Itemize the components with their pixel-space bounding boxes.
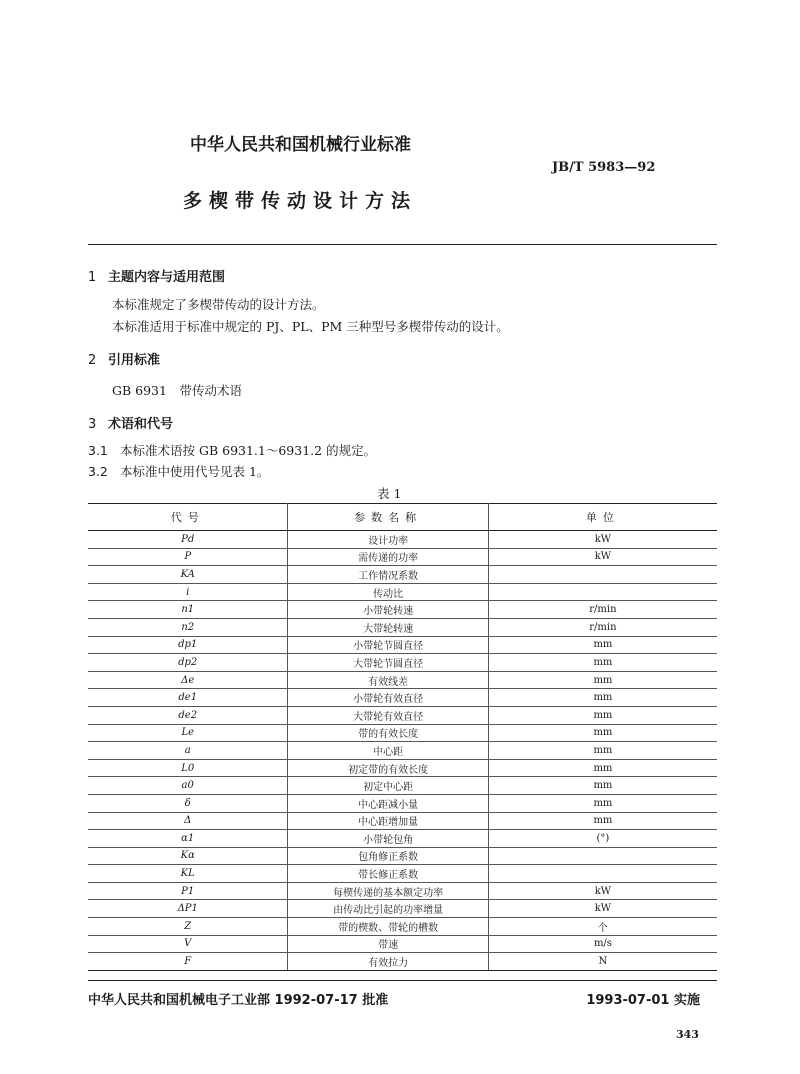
section-1-heading <box>88 266 225 285</box>
parameter-name-cell: 大带轮转速 <box>288 618 488 636</box>
clause-text: 本标准中使用代号见表 1。 <box>120 464 270 479</box>
parameter-name-cell: 大带轮节圆直径 <box>288 654 488 672</box>
table-row <box>88 618 717 636</box>
unit-cell: kW <box>488 548 717 566</box>
table-header-row <box>88 504 717 531</box>
symbol-cell: n1 <box>88 601 288 619</box>
symbol-cell: Δe <box>88 671 288 689</box>
table-row <box>88 636 717 654</box>
unit-cell: mm <box>488 689 717 707</box>
unit-cell: r/min <box>488 618 717 636</box>
parameter-name-cell: 需传递的功率 <box>288 548 488 566</box>
table-row <box>88 812 717 830</box>
section-number: 1 <box>88 270 97 285</box>
table-row <box>88 830 717 848</box>
symbol-cell: de1 <box>88 689 288 707</box>
column-header-name: 参数名称 <box>288 504 488 531</box>
clause-text: 本标准术语按 GB 6931.1～6931.2 的规定。 <box>120 443 377 458</box>
parameter-name-cell: 中心距 <box>288 742 488 760</box>
section-number: 2 <box>88 353 97 368</box>
effective-date: 1993-07-01 实施 <box>586 993 700 1008</box>
parameter-name-cell: 每楔传递的基本额定功率 <box>288 882 488 900</box>
symbol-cell: de2 <box>88 706 288 724</box>
clause-number: 3.1 <box>88 443 108 458</box>
parameter-name-cell: 带速 <box>288 935 488 953</box>
unit-cell: r/min <box>488 601 717 619</box>
symbol-cell: n2 <box>88 618 288 636</box>
parameter-name-cell: 初定中心距 <box>288 777 488 795</box>
symbol-cell: dp1 <box>88 636 288 654</box>
unit-cell <box>488 583 717 601</box>
parameter-name-cell: 中心距减小量 <box>288 794 488 812</box>
unit-cell: kW <box>488 900 717 918</box>
table-row <box>88 900 717 918</box>
parameter-name-cell: 小带轮节圆直径 <box>288 636 488 654</box>
section-number: 3 <box>88 417 97 432</box>
symbol-cell: a0 <box>88 777 288 795</box>
table-row <box>88 953 717 971</box>
table-row <box>88 777 717 795</box>
unit-cell <box>488 865 717 883</box>
table-row <box>88 548 717 566</box>
clause-3-1 <box>88 441 376 459</box>
column-header-symbol: 代号 <box>88 504 288 531</box>
column-header-unit: 单位 <box>488 504 717 531</box>
section-1-paragraph-1: 本标准规定了多楔带传动的设计方法。 <box>112 297 325 312</box>
symbol-cell: P1 <box>88 882 288 900</box>
table-row <box>88 918 717 936</box>
page-number: 343 <box>676 1028 699 1041</box>
symbol-cell: KL <box>88 865 288 883</box>
unit-cell: mm <box>488 777 717 795</box>
symbol-cell: Z <box>88 918 288 936</box>
section-1-paragraph-2: 本标准适用于标准中规定的 PJ、PL、PM 三种型号多楔带传动的设计。 <box>112 319 509 334</box>
table-caption: 表 1 <box>377 486 402 501</box>
table-row <box>88 794 717 812</box>
table-row <box>88 601 717 619</box>
symbol-cell: α1 <box>88 830 288 848</box>
symbol-cell: a <box>88 742 288 760</box>
table-row <box>88 759 717 777</box>
table-row <box>88 689 717 707</box>
symbol-cell: dp2 <box>88 654 288 672</box>
section-2-heading <box>88 349 160 368</box>
section-title: 引用标准 <box>108 353 161 368</box>
symbol-cell: Le <box>88 724 288 742</box>
table-row <box>88 566 717 584</box>
symbol-cell: P <box>88 548 288 566</box>
section-title: 术语和代号 <box>108 417 174 432</box>
parameter-name-cell: 由传动比引起的功率增量 <box>288 900 488 918</box>
parameter-name-cell: 带的有效长度 <box>288 724 488 742</box>
table-row <box>88 724 717 742</box>
symbol-cell: F <box>88 953 288 971</box>
parameter-name-cell: 设计功率 <box>288 531 488 549</box>
table-row <box>88 865 717 883</box>
unit-cell: 个 <box>488 918 717 936</box>
approval-line: 中华人民共和国机械电子工业部 1992-07-17 批准 <box>88 993 389 1008</box>
symbol-cell: i <box>88 583 288 601</box>
parameter-name-cell: 小带轮包角 <box>288 830 488 848</box>
symbol-cell: Pd <box>88 531 288 549</box>
unit-cell: mm <box>488 654 717 672</box>
standard-code: JB/T 5983—92 <box>552 160 656 175</box>
clause-3-2 <box>88 462 269 480</box>
unit-cell: kW <box>488 882 717 900</box>
symbol-cell: ΔP1 <box>88 900 288 918</box>
unit-cell: mm <box>488 724 717 742</box>
document-title: 多楔带传动设计方法 <box>183 190 418 212</box>
unit-cell: N <box>488 953 717 971</box>
parameter-name-cell: 小带轮转速 <box>288 601 488 619</box>
unit-cell: mm <box>488 759 717 777</box>
parameter-name-cell: 有效线差 <box>288 671 488 689</box>
unit-cell: kW <box>488 531 717 549</box>
parameter-name-cell: 小带轮有效直径 <box>288 689 488 707</box>
unit-cell <box>488 847 717 865</box>
table-row <box>88 847 717 865</box>
unit-cell: mm <box>488 671 717 689</box>
section-3-heading <box>88 413 173 432</box>
org-title: 中华人民共和国机械行业标准 <box>190 135 411 155</box>
parameter-name-cell: 带的楔数、带轮的槽数 <box>288 918 488 936</box>
symbol-cell: V <box>88 935 288 953</box>
header-rule <box>88 244 717 245</box>
unit-cell: mm <box>488 812 717 830</box>
symbol-cell: δ <box>88 794 288 812</box>
unit-cell: (°) <box>488 830 717 848</box>
table-row <box>88 531 717 549</box>
symbol-cell: KA <box>88 566 288 584</box>
unit-cell: mm <box>488 794 717 812</box>
parameter-name-cell: 大带轮有效直径 <box>288 706 488 724</box>
section-2-reference: GB 6931 带传动术语 <box>112 383 242 398</box>
parameter-name-cell: 中心距增加量 <box>288 812 488 830</box>
footer-rule <box>88 980 717 981</box>
symbol-cell: Δ <box>88 812 288 830</box>
unit-cell: m/s <box>488 935 717 953</box>
parameter-name-cell: 包角修正系数 <box>288 847 488 865</box>
table-row <box>88 935 717 953</box>
section-title: 主题内容与适用范围 <box>108 270 226 285</box>
unit-cell: mm <box>488 706 717 724</box>
table-row <box>88 671 717 689</box>
table-row <box>88 583 717 601</box>
unit-cell: mm <box>488 742 717 760</box>
parameter-name-cell: 有效拉力 <box>288 953 488 971</box>
unit-cell <box>488 566 717 584</box>
clause-number: 3.2 <box>88 464 108 479</box>
parameter-name-cell: 带长修正系数 <box>288 865 488 883</box>
parameter-name-cell: 传动比 <box>288 583 488 601</box>
parameter-table <box>88 503 717 971</box>
table-row <box>88 706 717 724</box>
symbol-cell: Kα <box>88 847 288 865</box>
parameter-name-cell: 初定带的有效长度 <box>288 759 488 777</box>
table-row <box>88 742 717 760</box>
parameter-name-cell: 工作情况系数 <box>288 566 488 584</box>
symbol-cell: L0 <box>88 759 288 777</box>
unit-cell: mm <box>488 636 717 654</box>
table-row <box>88 654 717 672</box>
table-row <box>88 882 717 900</box>
